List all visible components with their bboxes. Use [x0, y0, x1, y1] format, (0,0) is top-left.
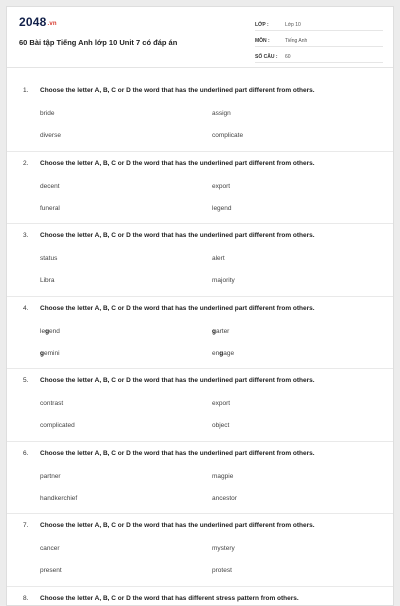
answer-option[interactable]	[40, 183, 60, 190]
option-text: complicated	[40, 422, 75, 429]
logo-text: 2048	[19, 15, 47, 29]
question-text: Choose the letter A, B, C or D the word that has the underlined part different from others.	[40, 377, 315, 384]
answer-option[interactable]	[40, 205, 60, 212]
question-number: 8.	[23, 595, 28, 602]
question-number: 2.	[23, 160, 28, 167]
question-item	[7, 514, 393, 587]
question-text: Choose the letter A, B, C or D the word that has different stress pattern from others.	[40, 595, 299, 602]
question-item	[7, 587, 393, 606]
option-text: assign	[212, 110, 231, 117]
question-number: 1.	[23, 87, 28, 94]
option-text-rest: emini	[44, 350, 60, 357]
answer-option[interactable]	[40, 110, 54, 117]
option-text: complicate	[212, 132, 243, 139]
site-logo[interactable]	[19, 15, 57, 29]
option-text: legend	[212, 205, 232, 212]
answer-option[interactable]	[212, 205, 232, 212]
question-text: Choose the letter A, B, C or D the word that has the underlined part different from others.	[40, 87, 315, 94]
option-text-rest: age	[223, 350, 234, 357]
option-highlight: g	[219, 350, 223, 357]
option-text: partner	[40, 473, 61, 480]
meta-label: MÔN :	[255, 38, 285, 46]
answer-option[interactable]	[212, 473, 233, 480]
meta-row-count	[255, 49, 383, 63]
option-text-rest: arter	[216, 328, 229, 335]
option-text: status	[40, 255, 57, 262]
question-text: Choose the letter A, B, C or D the word that has the underlined part different from others.	[40, 160, 315, 167]
option-text: Libra	[40, 277, 54, 284]
answer-option[interactable]	[212, 132, 243, 139]
option-text: export	[212, 400, 230, 407]
option-text-rest: end	[49, 328, 60, 335]
meta-row-subject	[255, 33, 383, 47]
answer-option[interactable]	[212, 567, 232, 574]
answer-option[interactable]	[40, 545, 60, 552]
option-text: decent	[40, 183, 60, 190]
question-list	[7, 79, 393, 606]
document-page	[6, 6, 394, 606]
question-text: Choose the letter A, B, C or D the word that has the underlined part different from others.	[40, 450, 315, 457]
meta-value: 60	[285, 54, 291, 62]
option-text: majority	[212, 277, 235, 284]
question-text: Choose the letter A, B, C or D the word that has the underlined part different from others.	[40, 305, 315, 312]
option-text: present	[40, 567, 62, 574]
option-text: diverse	[40, 132, 61, 139]
answer-option[interactable]	[40, 567, 62, 574]
option-text: le	[40, 328, 45, 335]
meta-info	[255, 17, 383, 65]
question-number: 3.	[23, 232, 28, 239]
option-text: handkerchief	[40, 495, 77, 502]
option-highlight: g	[45, 328, 49, 335]
answer-option[interactable]	[40, 350, 60, 357]
question-item	[7, 152, 393, 225]
option-text: object	[212, 422, 229, 429]
question-item	[7, 369, 393, 442]
answer-option[interactable]	[212, 545, 235, 552]
question-number: 4.	[23, 305, 28, 312]
answer-option[interactable]	[212, 328, 229, 335]
question-text: Choose the letter A, B, C or D the word that has the underlined part different from others.	[40, 522, 315, 529]
meta-value: Lớp 10	[285, 22, 301, 30]
option-text: contrast	[40, 400, 63, 407]
option-text: export	[212, 183, 230, 190]
answer-option[interactable]	[40, 132, 61, 139]
answer-option[interactable]	[212, 255, 225, 262]
option-text: bride	[40, 110, 54, 117]
answer-option[interactable]	[212, 277, 235, 284]
answer-option[interactable]	[40, 495, 77, 502]
option-text: funeral	[40, 205, 60, 212]
logo-tld: .vn	[48, 21, 57, 27]
answer-option[interactable]	[212, 110, 231, 117]
answer-option[interactable]	[40, 422, 75, 429]
answer-option[interactable]	[212, 422, 229, 429]
meta-row-class	[255, 17, 383, 31]
question-number: 7.	[23, 522, 28, 529]
question-item	[7, 442, 393, 515]
answer-option[interactable]	[40, 400, 63, 407]
option-text: ancestor	[212, 495, 237, 502]
document-title: 60 Bài tập Tiếng Anh lớp 10 Unit 7 có đáp án	[19, 38, 177, 47]
option-text: en	[212, 350, 219, 357]
document-header	[7, 7, 393, 68]
question-item	[7, 297, 393, 370]
question-text: Choose the letter A, B, C or D the word that has the underlined part different from others.	[40, 232, 315, 239]
meta-value: Tiếng Anh	[285, 38, 307, 46]
answer-option[interactable]	[40, 328, 60, 335]
option-text: cancer	[40, 545, 60, 552]
question-number: 5.	[23, 377, 28, 384]
answer-option[interactable]	[40, 255, 57, 262]
option-highlight: g	[40, 350, 44, 357]
answer-option[interactable]	[212, 400, 230, 407]
answer-option[interactable]	[40, 473, 61, 480]
option-text: alert	[212, 255, 225, 262]
question-item	[7, 79, 393, 152]
meta-label: LỚP :	[255, 22, 285, 30]
question-number: 6.	[23, 450, 28, 457]
option-text: magpie	[212, 473, 233, 480]
question-item	[7, 224, 393, 297]
answer-option[interactable]	[212, 350, 234, 357]
answer-option[interactable]	[212, 495, 237, 502]
meta-label: SỐ CÂU :	[255, 54, 285, 62]
answer-option[interactable]	[212, 183, 230, 190]
option-text: protest	[212, 567, 232, 574]
answer-option[interactable]	[40, 277, 54, 284]
option-highlight: g	[212, 328, 216, 335]
option-text: mystery	[212, 545, 235, 552]
